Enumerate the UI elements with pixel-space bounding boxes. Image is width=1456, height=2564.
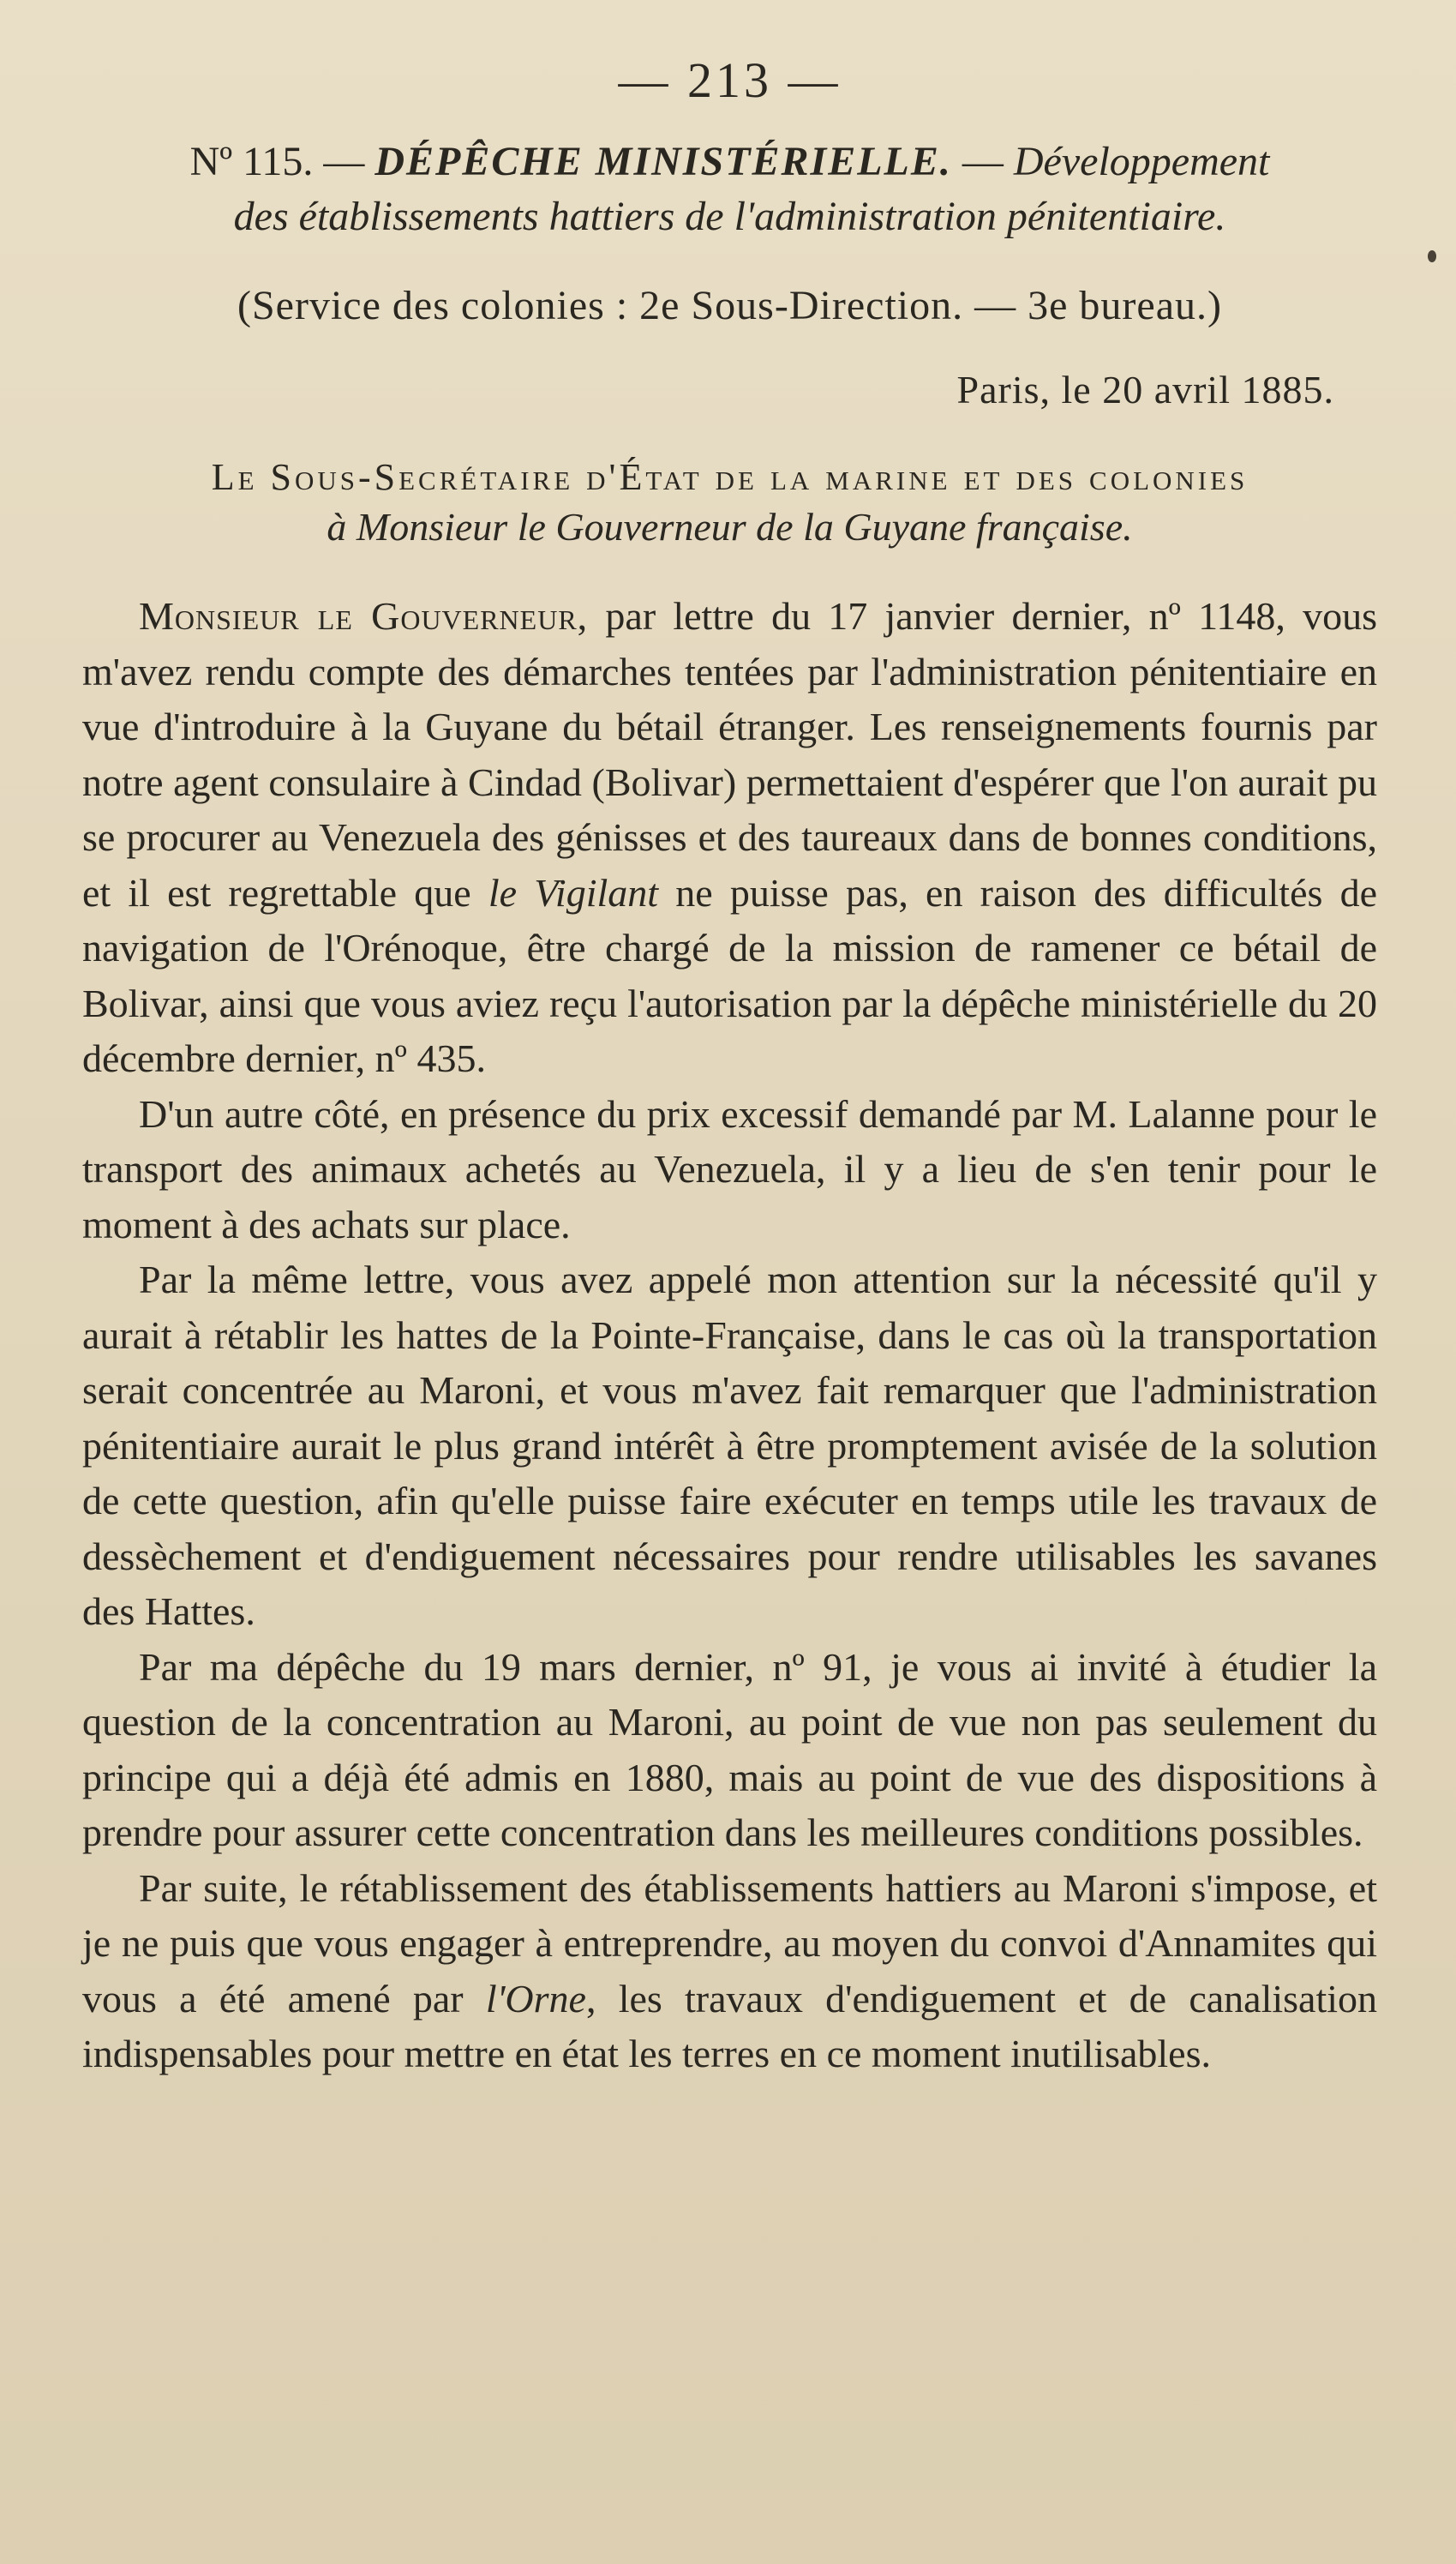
sender: Le Sous-Secrétaire d'État de la marine et des colonies — [211, 456, 1249, 498]
dispatch-number: Nº 115. — — [189, 139, 365, 184]
recipient-line: à Monsieur le Gouverneur de la Guyane française. — [327, 505, 1133, 549]
dispatch-title: DÉPÊCHE MINISTÉRIELLE. — [374, 139, 952, 184]
letter-body — [82, 589, 1377, 2082]
dateline: Paris, le 20 avril 1885. — [956, 368, 1334, 411]
ship-name-vigilant: le Vigilant — [488, 870, 659, 915]
paragraph-4: Par ma dépêche du 19 mars dernier, nº 91, je vous ai invité à étudier la question de la concentration au Maroni, au point de vue non pas seulement du principe qui a déjà été admis en 1880, mais au point de vue des dispositions à prendre pour assurer cette concentration dans les meilleures conditions possibles. — [82, 1644, 1377, 1854]
paragraph-5-text: Par suite, le rétablissement des établissements hattiers au Maroni s'impose, et je ne puis que vous engager à entreprendre, au moyen du convoi d'Annamites qui vous a été amené par — [82, 1865, 1377, 2021]
paragraph-1-text: par lettre du 17 janvier dernier, nº 1148, vous m'avez rendu compte des démarches tentées par l'administration pénitentiaire en vue d'introduire à la Guyane du bétail étranger. Les renseignements fournis par notre agent consulaire à Cindad (Bolivar) permettaient d'espérer que l'on aurait pu se procurer au Venezuela des génisses et des taureaux dans de bonnes conditions, et il est regrettable que — [82, 594, 1377, 915]
salutation: Monsieur le Gouverneur, — [139, 594, 589, 638]
ship-name-orne: l'Orne — [485, 1976, 586, 2021]
dispatch-subject-line-2: des établissements hattiers de l'administration pénitentiaire. — [233, 194, 1226, 239]
paragraph-5 — [82, 1861, 1377, 2082]
dispatch-heading — [82, 135, 1377, 244]
heading-dash: — — [962, 139, 1004, 184]
ink-speck — [1428, 250, 1436, 262]
sender-line — [82, 455, 1377, 499]
paragraph-1-tail: ne puisse pas, en raison des difficultés de navigation de l'Orénoque, être chargé de la mission de ramener ce bétail de Bolivar, ainsi que vous aviez reçu l'autorisation par la dépêche ministérielle du 20 décembre dernier, nº 435. — [82, 870, 1378, 1080]
dispatch-subject-line-1: Développement — [1013, 139, 1270, 184]
paragraph-2: D'un autre côté, en présence du prix excessif demandé par M. Lalanne pour le transport des animaux achetés au Venezuela, il y a lieu de s'en tenir pour le moment à des achats sur place. — [82, 1091, 1377, 1246]
paragraph-1 — [82, 589, 1377, 1087]
paragraph-5-tail: , les travaux d'endiguement et de canalisation indispensables pour mettre en état les terres en ce moment inutilisables. — [82, 1976, 1378, 2075]
paragraph-3: Par la même lettre, vous avez appelé mon attention sur la nécessité qu'il y aurait à rétablir les hattes de la Pointe-Française, dans le cas où la transportation serait concentrée au Maroni, et vous m'avez fait remarquer que l'administration pénitentiaire aurait le plus grand intérêt à être promptement avisée de la solution de cette question, afin qu'elle puisse faire exécuter en temps utile les travaux de dessèchement et d'endiguement nécessaires pour rendre utilisables les savanes des Hattes. — [82, 1258, 1377, 1633]
page-number: — 213 — — [618, 52, 842, 108]
service-line: (Service des colonies : 2e Sous-Direction. — 3e bureau.) — [237, 283, 1222, 328]
